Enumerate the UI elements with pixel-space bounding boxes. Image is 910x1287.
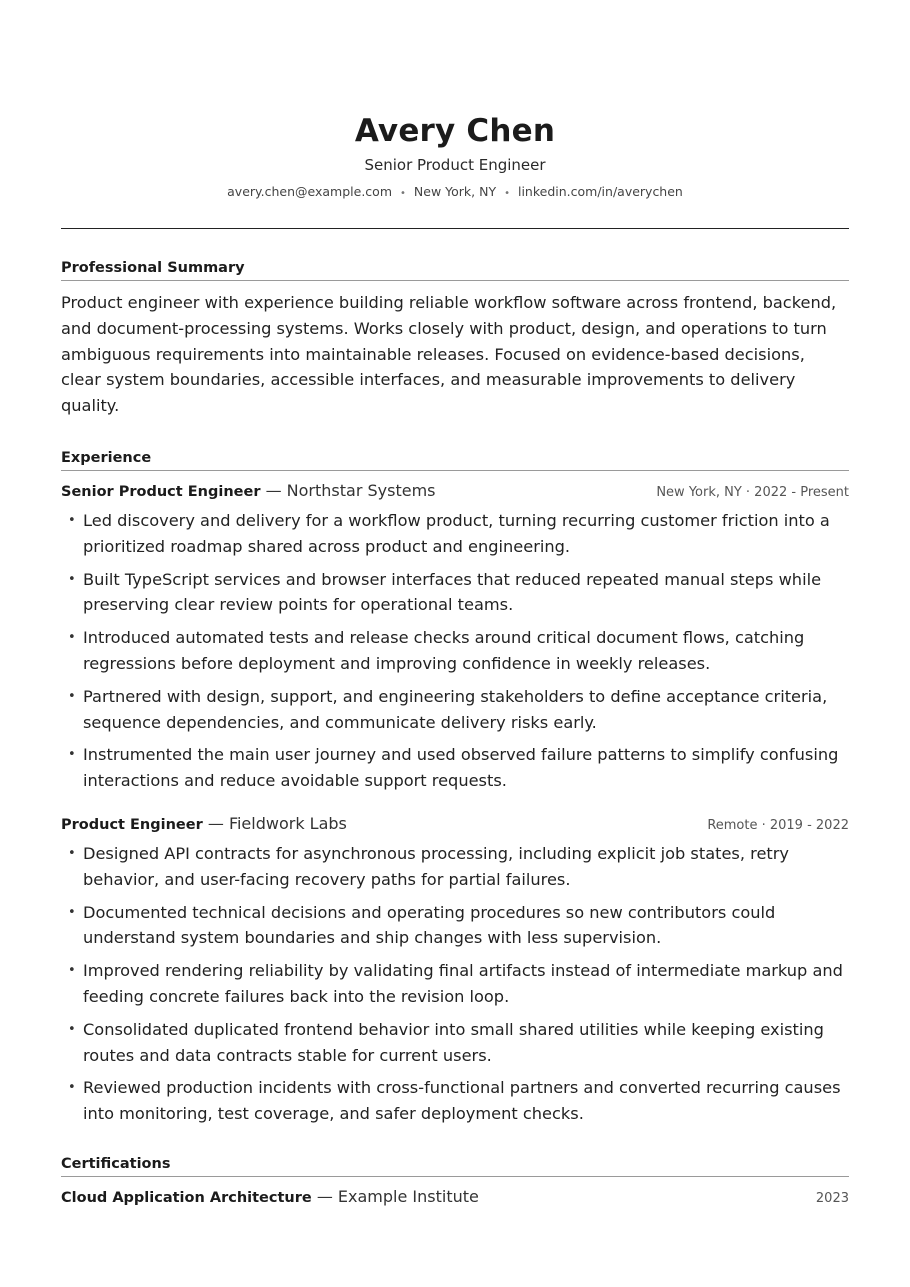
section-title: Certifications [61, 1155, 849, 1177]
certifications-section [61, 1155, 849, 1209]
certification-entry [61, 1187, 849, 1209]
job-role: Senior Product Engineer [61, 483, 261, 500]
job-entry [61, 814, 849, 1127]
list-item: • Consolidated duplicated frontend behavior into small shared utilities while keeping existing routes and data contracts stable for current users. [61, 1017, 849, 1069]
certification-year: 2023 [815, 1190, 849, 1206]
contact-separator: • [400, 188, 406, 199]
job-header [61, 481, 849, 503]
job-meta: New York, NY · 2022 - Present [656, 484, 849, 500]
section-title: Professional Summary [61, 259, 849, 281]
candidate-name: Avery Chen [354, 113, 556, 149]
section-title: Experience [61, 449, 849, 471]
list-item: • Built TypeScript services and browser interfaces that reduced repeated manual steps while preserving clear review points for operational teams. [61, 567, 849, 619]
header-divider [61, 228, 849, 229]
certification-dash: — [316, 1186, 333, 1206]
job-entry [61, 481, 849, 794]
resume-header [61, 0, 849, 202]
contact-separator: • [504, 188, 510, 199]
contact-email: avery.chen@example.com [227, 184, 392, 199]
job-organization: Northstar Systems [286, 480, 436, 500]
list-item: • Reviewed production incidents with cross-functional partners and converted recurring causes into monitoring, test coverage, and safer deployment checks. [61, 1075, 849, 1127]
list-item: • Introduced automated tests and release checks around critical document flows, catching regressions before deployment and improving confidence in weekly releases. [61, 625, 849, 677]
job-dash: — [207, 813, 224, 833]
job-bullets [61, 508, 849, 794]
job-organization: Fieldwork Labs [228, 813, 347, 833]
job-dash: — [265, 480, 282, 500]
candidate-headline: Senior Product Engineer [364, 156, 546, 174]
job-bullets [61, 841, 849, 1127]
resume-page [61, 0, 849, 1209]
list-item: • Partnered with design, support, and engineering stakeholders to define acceptance criteria, sequence dependencies, and communicate delivery risks early. [61, 684, 849, 736]
list-item: • Documented technical decisions and operating procedures so new contributors could understand system boundaries and ship changes with less supervision. [61, 900, 849, 952]
job-meta: Remote · 2019 - 2022 [707, 817, 849, 833]
contact-linkedin: linkedin.com/in/averychen [517, 184, 683, 199]
summary-section [61, 259, 849, 419]
contact-line [61, 184, 849, 202]
list-item: • Designed API contracts for asynchronous processing, including explicit job states, retry behavior, and user-facing recovery paths for partial failures. [61, 841, 849, 893]
summary-text: Product engineer with experience building reliable workflow software across frontend, backend, and document-processing systems. Works closely with product, design, and operations to turn ambiguous requirements into maintainable releases. Focused on evidence-based decisions, clear system boundaries, accessible interfaces, and measurable improvements to delivery quality. [61, 293, 837, 416]
list-item: • Instrumented the main user journey and used observed failure patterns to simplify confusing interactions and reduce avoidable support requests. [61, 742, 849, 794]
certification-issuer: Example Institute [337, 1186, 479, 1206]
list-item: • Led discovery and delivery for a workflow product, turning recurring customer friction into a prioritized roadmap shared across product and engineering. [61, 508, 849, 560]
certification-name: Cloud Application Architecture [61, 1189, 312, 1206]
contact-location: New York, NY [413, 184, 497, 199]
job-header [61, 814, 849, 836]
list-item: • Improved rendering reliability by validating final artifacts instead of intermediate markup and feeding concrete failures back into the revision loop. [61, 958, 849, 1010]
experience-section [61, 449, 849, 1127]
job-role: Product Engineer [61, 816, 203, 833]
